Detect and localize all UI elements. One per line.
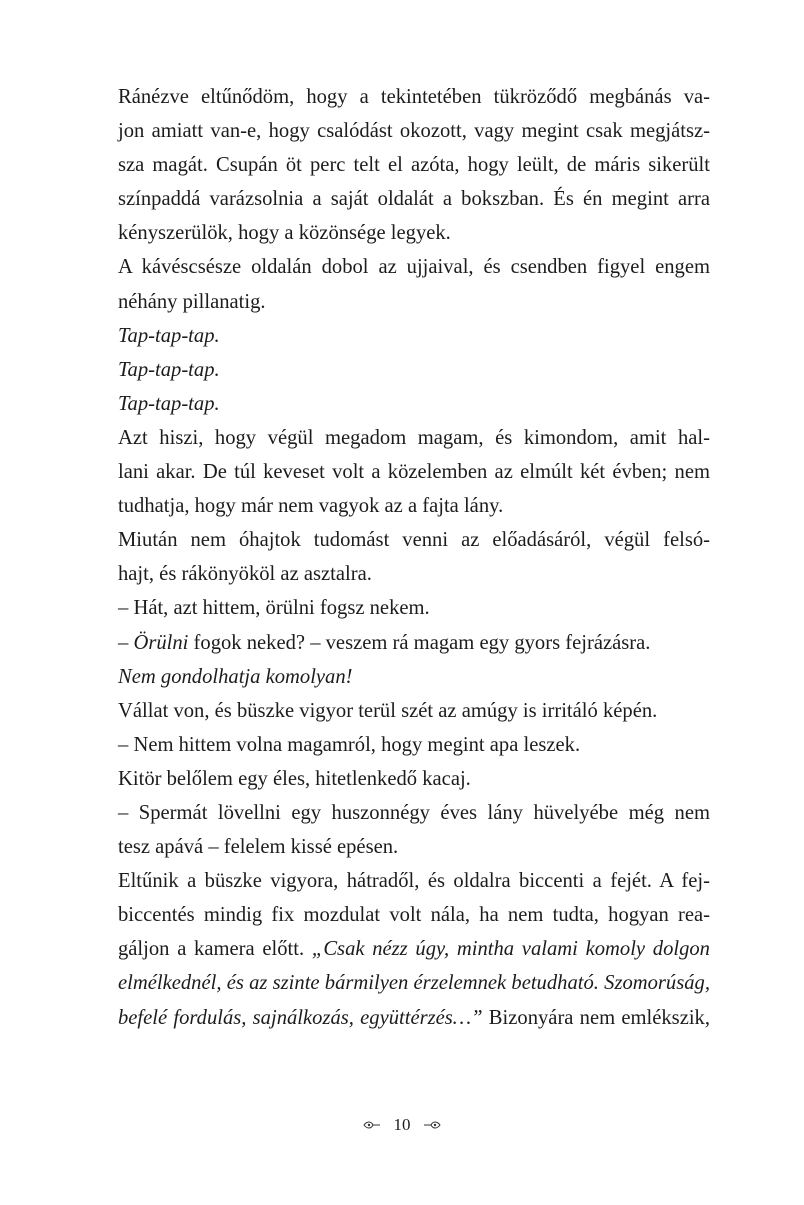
italic-text-run: „Csak nézz úgy, mintha valami komoly dolgon	[311, 938, 710, 961]
text-line	[118, 796, 710, 830]
page-footer	[0, 1112, 804, 1137]
text-line	[118, 489, 710, 523]
right-fleuron-icon	[423, 1120, 441, 1130]
paragraph	[118, 694, 710, 728]
italic-text-run: Tap-tap-tap.	[118, 358, 220, 381]
text-line	[118, 387, 710, 421]
text-line	[118, 250, 710, 284]
text-line	[118, 353, 710, 387]
text-line	[118, 932, 710, 966]
text-run: – Spermát lövellni egy huszonnégy éves lány hüvelyébe még nem	[118, 801, 710, 824]
text-line	[118, 694, 710, 728]
text-line	[118, 455, 710, 489]
text-line	[118, 762, 710, 796]
text-run: Bizonyára nem emlékszik,	[482, 1006, 710, 1029]
paragraph	[118, 762, 710, 796]
text-run: Azt hiszi, hogy végül megadom magam, és kimondom, amit hal-	[118, 426, 710, 449]
text-run: lani akar. De túl keveset volt a közelemben az elmúlt két évben; nem	[118, 461, 710, 484]
text-run: Ránézve eltűnődöm, hogy a tekintetében tükröződő megbánás va-	[118, 86, 710, 108]
text-run: tudhatja, hogy már nem vagyok az a fajta lány.	[118, 495, 504, 518]
text-run: néhány pillanatig.	[118, 290, 266, 313]
text-line	[118, 182, 710, 216]
text-run: –	[118, 631, 134, 654]
text-line	[118, 285, 710, 319]
paragraph	[118, 591, 710, 625]
text-line	[118, 148, 710, 182]
italic-text-run: Nem gondolhatja komolyan!	[118, 665, 353, 688]
text-run: színpaddá varázsolnia a saját oldalát a bokszban. És én megint arra	[118, 188, 710, 211]
text-run: – Hát, azt hittem, örülni fogsz nekem.	[118, 597, 430, 620]
italic-text-run: Tap-tap-tap.	[118, 324, 220, 347]
text-line	[118, 523, 710, 557]
text-line	[118, 966, 710, 1000]
paragraph	[118, 523, 710, 591]
text-run: Eltűnik a büszke vigyora, hátradől, és oldalra biccenti a fejét. A fej-	[118, 870, 710, 893]
text-line	[118, 80, 710, 114]
text-run: kényszerülök, hogy a közönsége legyek.	[118, 222, 451, 245]
paragraph	[118, 319, 710, 353]
paragraph	[118, 864, 710, 1034]
text-line	[118, 421, 710, 455]
paragraph	[118, 353, 710, 387]
paragraph	[118, 80, 710, 250]
italic-text-run: Örülni	[133, 631, 189, 654]
text-line	[118, 114, 710, 148]
text-run: A kávéscsésze oldalán dobol az ujjaival, és csendben figyel engem	[118, 256, 710, 279]
left-fleuron-icon	[363, 1120, 381, 1130]
text-run: gáljon a kamera előtt.	[118, 938, 312, 961]
text-line	[118, 319, 710, 353]
text-line	[118, 660, 710, 694]
text-line	[118, 557, 710, 591]
text-run: jon amiatt van-e, hogy csalódást okozott, vagy megint csak megjátsz-	[118, 120, 710, 143]
paragraph	[118, 626, 710, 660]
italic-text-run: Tap-tap-tap.	[118, 392, 220, 415]
text-run: fogok neked? – veszem rá magam egy gyors fejrázásra.	[188, 631, 651, 654]
text-run: – Nem hittem volna magamról, hogy megint apa leszek.	[118, 733, 581, 756]
text-run: hajt, és rákönyököl az asztalra.	[118, 563, 372, 586]
text-run: biccentés mindig fix mozdulat volt nála, ha nem tudta, hogyan rea-	[118, 904, 710, 927]
italic-text-run: befelé fordulás, sajnálkozás, együttérzés…”	[118, 1006, 483, 1029]
text-line	[118, 830, 710, 864]
text-run: sza magát. Csupán öt perc telt el azóta, hogy leült, de máris sikerült	[118, 154, 710, 177]
paragraph	[118, 728, 710, 762]
text-run: Miután nem óhajtok tudomást venni az előadásáról, végül felsó-	[118, 529, 710, 552]
text-line	[118, 591, 710, 625]
text-line	[118, 626, 710, 660]
text-run: tesz apává – felelem kissé epésen.	[118, 836, 399, 859]
text-line	[118, 216, 710, 250]
text-line	[118, 898, 710, 932]
page-number: 10	[393, 1115, 411, 1135]
italic-text-run: elmélkednél, és az szinte bármilyen érzelemnek betudható. Szomorúság,	[118, 972, 710, 995]
paragraph	[118, 421, 710, 523]
text-run: Kitör belőlem egy éles, hitetlenkedő kacaj.	[118, 767, 471, 790]
paragraph	[118, 250, 710, 318]
text-line	[118, 1001, 710, 1035]
page-body	[118, 80, 710, 1035]
paragraph	[118, 660, 710, 694]
text-line	[118, 728, 710, 762]
text-line	[118, 864, 710, 898]
paragraph	[118, 796, 710, 864]
text-run: Vállat von, és büszke vigyor terül szét az amúgy is irritáló képén.	[118, 699, 658, 722]
paragraph	[118, 387, 710, 421]
